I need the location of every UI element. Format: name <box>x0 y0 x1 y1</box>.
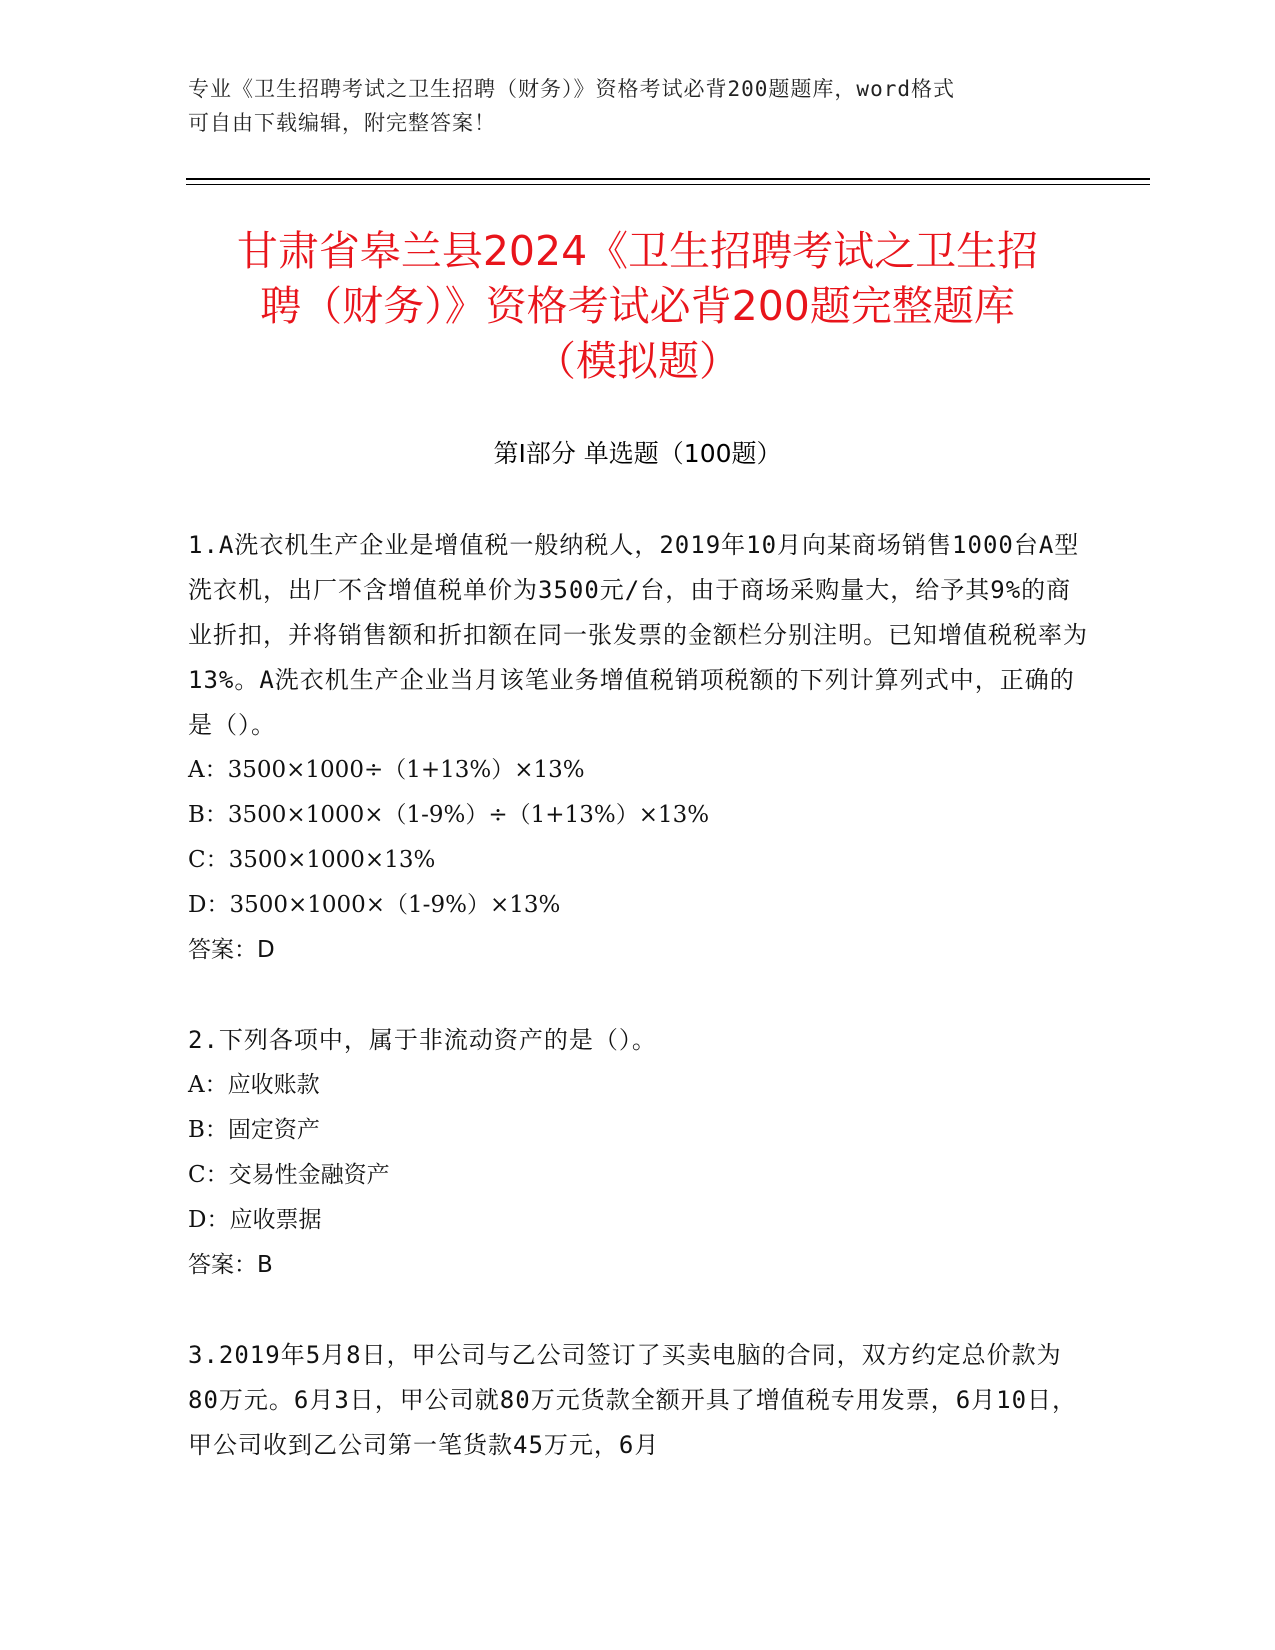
header-note <box>188 72 1068 140</box>
option-c: C：3500×1000×13% <box>188 847 436 873</box>
header-note-line-1: 专业《卫生招聘考试之卫生招聘（财务）》资格考试必背200题题库，word格式 <box>188 77 955 101</box>
title-line-2: 聘（财务）》资格考试必背200题完整题库 <box>260 282 1015 330</box>
question-2 <box>188 1018 1088 1288</box>
title-line-1: 甘肃省皋兰县2024《卫生招聘考试之卫生招 <box>236 227 1039 275</box>
document-title <box>150 224 1125 389</box>
section-heading: 第Ⅰ部分 单选题（100题） <box>493 439 782 468</box>
answer: 答案：B <box>188 1252 273 1278</box>
title-line-3: （模拟题） <box>535 337 740 385</box>
header-divider-thin <box>186 184 1150 185</box>
header-divider-thick <box>186 178 1150 180</box>
question-stem: 3.2019年5月8日，甲公司与乙公司签订了买卖电脑的合同，双方约定总价款为80万元。6月3日，甲公司就80万元货款全额开具了增值税专用发票，6月10日，甲公司收到乙公司第一笔货款45万元，6月 <box>188 1341 1078 1459</box>
option-a: A：应收账款 <box>188 1072 320 1098</box>
question-1 <box>188 523 1088 973</box>
question-list <box>188 523 1088 1468</box>
option-b: B：3500×1000×（1-9%）÷（1+13%）×13% <box>188 802 710 828</box>
question-stem: 2.下列各项中，属于非流动资产的是（）。 <box>188 1026 657 1054</box>
answer: 答案：D <box>188 937 275 963</box>
option-c: C：交易性金融资产 <box>188 1162 390 1188</box>
question-3 <box>188 1333 1088 1468</box>
option-d: D：3500×1000×（1-9%）×13% <box>188 892 561 918</box>
option-a: A：3500×1000÷（1+13%）×13% <box>188 757 585 783</box>
question-stem: 1.A洗衣机生产企业是增值税一般纳税人，2019年10月向某商场销售1000台A型洗衣机，出厂不含增值税单价为3500元/台，由于商场采购量大，给予其9%的商业折扣，并将销售额和折扣额在同一张发票的金额栏分别注明。已知增值税税率为13%。A洗衣机生产企业当月该笔业务增值税销项税额的下列计算列式中，正确的是（）。 <box>188 531 1088 739</box>
option-d: D：应收票据 <box>188 1207 322 1233</box>
option-b: B：固定资产 <box>188 1117 320 1143</box>
header-note-line-2: 可自由下载编辑，附完整答案！ <box>188 111 496 135</box>
